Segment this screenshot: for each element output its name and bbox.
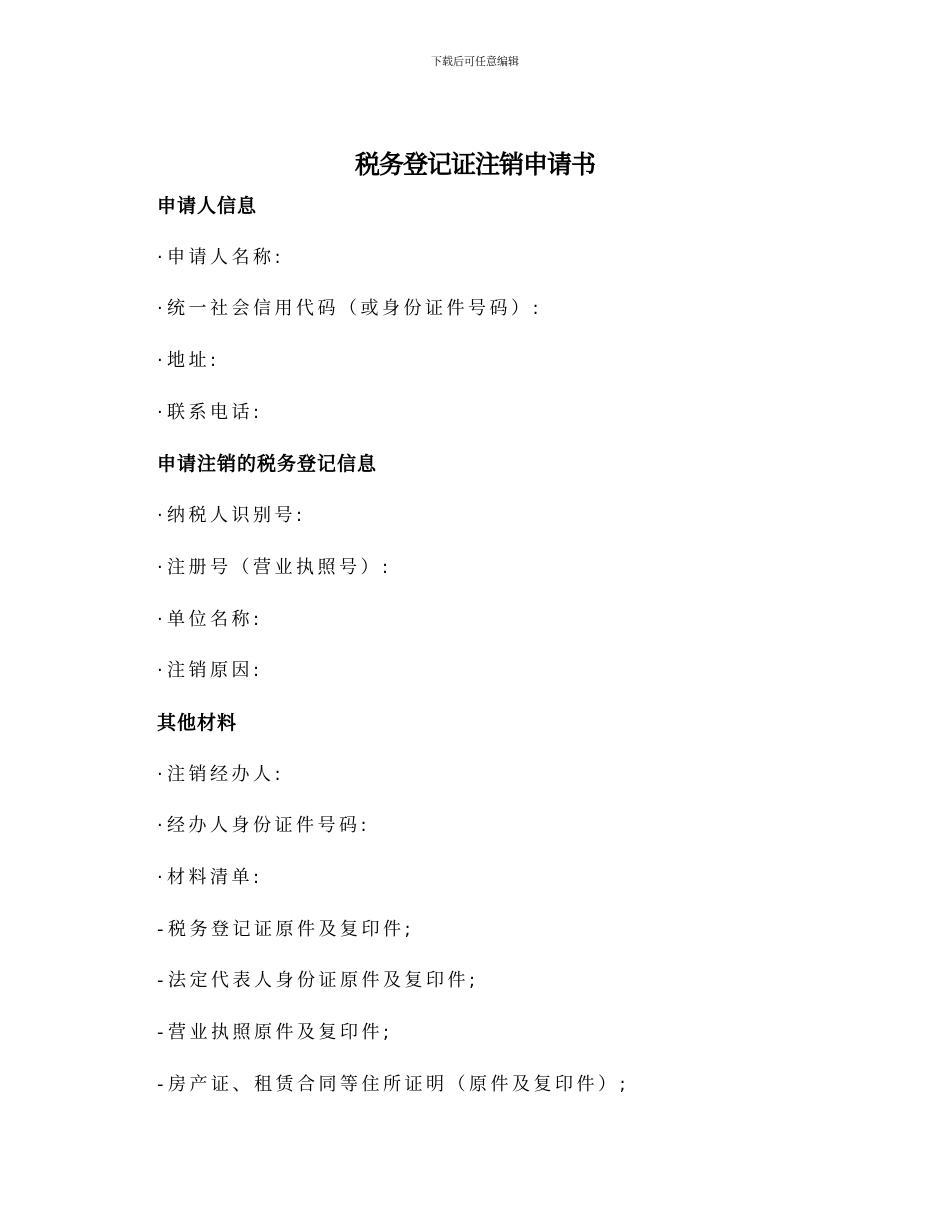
field-label: 统一社会信用代码（或身份证件号码）: [167,298,543,320]
field-label: 材料清单: [167,866,263,888]
field-label: 联系电话: [167,401,263,423]
field-applicant-name [157,245,857,297]
material-item [157,1020,857,1072]
material-item [157,1072,857,1124]
material-label: 税务登记证原件及复印件; [168,918,415,940]
dash-mark: - [157,1022,164,1043]
material-label: 房产证、租赁合同等住所证明（原件及复印件）; [168,1073,630,1095]
dash-mark: - [157,918,164,940]
field-label: 注销原因: [167,660,263,682]
field-credit-code [157,296,857,348]
section-heading-applicant-info: 申请人信息 [157,195,258,217]
bullet-mark: · [157,246,163,268]
material-item [157,917,857,969]
bullet-mark: · [157,763,163,785]
field-registration-number [157,555,857,607]
field-taxpayer-id [157,503,857,555]
bullet-mark: · [157,608,163,630]
field-label: 注销经办人: [167,763,285,785]
field-label: 注册号（营业执照号）: [167,556,392,578]
material-item [157,968,857,1020]
dash-mark: - [157,1073,164,1095]
field-label: 单位名称: [167,608,263,630]
dash-mark: - [157,970,164,992]
document-body [157,193,857,1123]
field-materials-list [157,865,857,917]
section-heading-other-materials: 其他材料 [157,711,238,734]
document-title: 税务登记证注销申请书 [354,150,595,179]
section-heading-registration-info: 申请注销的税务登记信息 [157,453,378,476]
field-cancellation-reason [157,658,857,710]
bullet-mark: · [157,660,163,682]
field-agent [157,762,857,814]
field-label: 申请人名称: [167,246,285,268]
field-label: 纳税人识别号: [167,505,306,527]
field-agent-id-number [157,813,857,865]
bullet-mark: · [157,350,163,372]
field-organization-name [157,607,857,659]
field-phone [157,400,857,452]
bullet-mark: · [157,505,163,527]
material-label: 法定代表人身份证原件及复印件; [168,970,479,992]
page-header-note: 下载后可任意编辑 [431,55,519,68]
bullet-mark: · [157,866,163,888]
material-label: 营业执照原件及复印件; [168,1022,393,1043]
bullet-mark: · [157,815,163,837]
field-label: 地址: [167,350,220,372]
bullet-mark: · [157,401,163,423]
field-address [157,348,857,400]
bullet-mark: · [157,298,163,320]
bullet-mark: · [157,556,163,578]
field-label: 经办人身份证件号码: [167,815,371,837]
